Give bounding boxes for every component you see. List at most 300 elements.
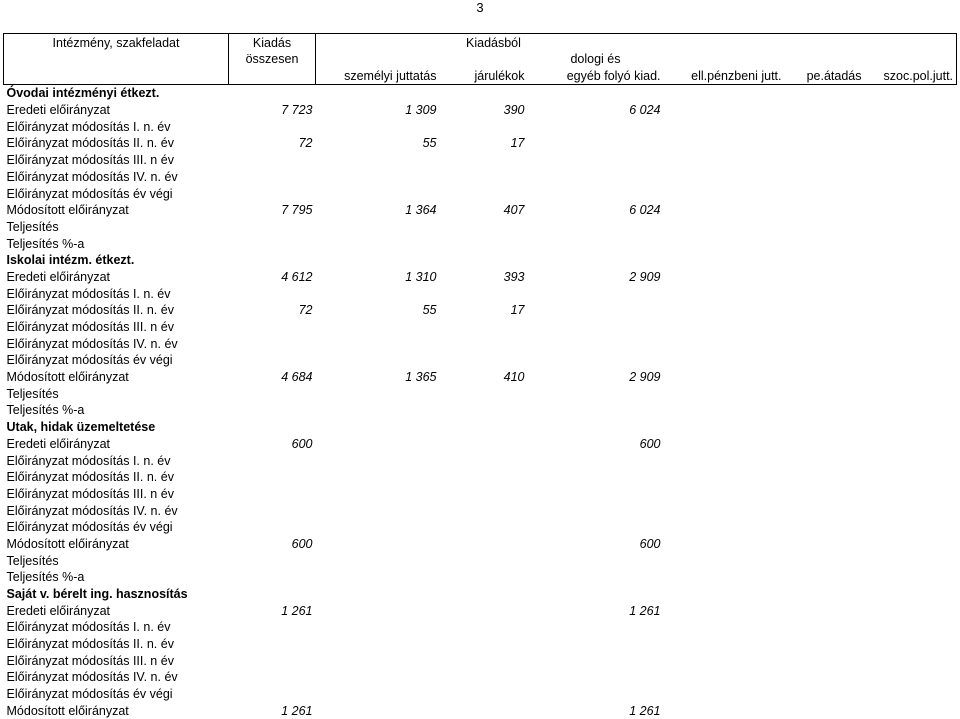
table-row [4,469,957,486]
section-title-row [4,419,957,436]
cell-szocpol [865,602,957,619]
header-jarulekok: járulékok [440,67,528,84]
row-label: Módosított előirányzat [4,536,229,553]
table-row [4,436,957,453]
header-ellpenz: ell.pénzbeni jutt. [664,67,785,84]
table-row [4,185,957,202]
cell-osszesen [229,402,316,419]
row-label: Előirányzat módosítás év végi [4,519,229,536]
cell-dologi [528,118,664,135]
table-row [4,602,957,619]
cell-ellpenz [664,452,785,469]
cell-szemelyi [316,169,440,186]
cell-ellpenz [664,235,785,252]
row-label: Teljesítés [4,219,229,236]
cell-szocpol [865,519,957,536]
table-row [4,703,957,719]
cell-jarulekok [440,219,528,236]
cell-osszesen [229,118,316,135]
row-label: Előirányzat módosítás III. n év [4,486,229,503]
cell-szemelyi [316,486,440,503]
cell-szemelyi [316,686,440,703]
cell-peatadas [785,519,865,536]
cell-osszesen: 7 795 [229,202,316,219]
cell-jarulekok [440,235,528,252]
cell-szocpol [865,102,957,119]
cell-osszesen: 7 723 [229,102,316,119]
cell-ellpenz [664,436,785,453]
cell-peatadas [785,118,865,135]
cell-peatadas [785,269,865,286]
table-row [4,569,957,586]
cell-peatadas [785,619,865,636]
table-row [4,302,957,319]
table-row [4,269,957,286]
cell-ellpenz [664,502,785,519]
header-spacer [865,51,957,68]
cell-szocpol [865,385,957,402]
row-label: Előirányzat módosítás I. n. év [4,452,229,469]
row-label: Előirányzat módosítás III. n év [4,652,229,669]
header-spacer [4,51,229,68]
table-row [4,152,957,169]
cell-jarulekok [440,319,528,336]
section-title: Saját v. bérelt ing. hasznosítás [4,586,957,603]
cell-dologi [528,219,664,236]
cell-peatadas [785,152,865,169]
row-label: Előirányzat módosítás IV. n. év [4,669,229,686]
cell-jarulekok [440,636,528,653]
cell-ellpenz [664,536,785,553]
cell-szemelyi [316,652,440,669]
table-row [4,519,957,536]
cell-peatadas [785,102,865,119]
row-label: Módosított előirányzat [4,202,229,219]
cell-osszesen [229,552,316,569]
cell-osszesen [229,169,316,186]
table-row [4,385,957,402]
cell-osszesen [229,486,316,503]
cell-dologi: 600 [528,536,664,553]
cell-dologi [528,686,664,703]
cell-szemelyi: 55 [316,135,440,152]
cell-ellpenz [664,202,785,219]
cell-szocpol [865,169,957,186]
cell-szocpol [865,486,957,503]
cell-szocpol [865,452,957,469]
cell-szocpol [865,369,957,386]
cell-ellpenz [664,118,785,135]
cell-osszesen [229,319,316,336]
cell-peatadas [785,469,865,486]
cell-peatadas [785,385,865,402]
cell-jarulekok: 17 [440,302,528,319]
cell-szocpol [865,536,957,553]
cell-jarulekok [440,152,528,169]
row-label: Eredeti előirányzat [4,269,229,286]
cell-jarulekok [440,519,528,536]
cell-szemelyi [316,636,440,653]
cell-osszesen: 4 684 [229,369,316,386]
cell-jarulekok [440,436,528,453]
cell-jarulekok: 410 [440,369,528,386]
cell-dologi [528,669,664,686]
cell-jarulekok [440,602,528,619]
cell-szocpol [865,235,957,252]
cell-osszesen [229,669,316,686]
section-title-row [4,85,957,102]
section-title: Iskolai intézm. étkezt. [4,252,957,269]
cell-jarulekok: 17 [440,135,528,152]
cell-szocpol [865,219,957,236]
cell-peatadas [785,169,865,186]
cell-ellpenz [664,135,785,152]
cell-osszesen [229,219,316,236]
cell-dologi: 6 024 [528,102,664,119]
row-label: Módosított előirányzat [4,369,229,386]
cell-szocpol [865,669,957,686]
cell-peatadas [785,335,865,352]
row-label: Előirányzat módosítás II. n. év [4,636,229,653]
cell-szemelyi: 1 365 [316,369,440,386]
cell-jarulekok [440,619,528,636]
table-row [4,285,957,302]
cell-szocpol [865,436,957,453]
cell-dologi [528,235,664,252]
header-kiadas-line1: Kiadás [229,34,316,51]
cell-dologi [528,152,664,169]
cell-ellpenz [664,285,785,302]
cell-jarulekok [440,669,528,686]
cell-peatadas [785,652,865,669]
cell-peatadas [785,369,865,386]
cell-szocpol [865,269,957,286]
section-title-row [4,252,957,269]
table-row [4,686,957,703]
cell-szemelyi [316,152,440,169]
row-label: Előirányzat módosítás év végi [4,352,229,369]
cell-szemelyi [316,703,440,719]
cell-osszesen: 600 [229,536,316,553]
table-row [4,669,957,686]
row-label: Eredeti előirányzat [4,436,229,453]
cell-peatadas [785,235,865,252]
row-label: Módosított előirányzat [4,703,229,719]
cell-osszesen [229,619,316,636]
cell-osszesen: 1 261 [229,703,316,719]
cell-jarulekok [440,118,528,135]
table-body [4,85,957,719]
cell-dologi [528,185,664,202]
cell-peatadas [785,285,865,302]
header-peatadas: pe.átadás [785,67,865,84]
cell-osszesen [229,185,316,202]
cell-osszesen: 4 612 [229,269,316,286]
cell-szemelyi [316,602,440,619]
cell-ellpenz [664,335,785,352]
table-row [4,118,957,135]
cell-ellpenz [664,185,785,202]
header-kiadasbol: Kiadásból [316,34,957,51]
cell-peatadas [785,636,865,653]
cell-szocpol [865,152,957,169]
row-label: Előirányzat módosítás III. n év [4,319,229,336]
cell-osszesen [229,285,316,302]
cell-szemelyi [316,502,440,519]
cell-jarulekok [440,285,528,302]
cell-jarulekok [440,352,528,369]
section-title: Utak, hidak üzemeltetése [4,419,957,436]
row-label: Teljesítés [4,385,229,402]
cell-peatadas [785,402,865,419]
table-row [4,235,957,252]
cell-ellpenz [664,703,785,719]
cell-dologi [528,169,664,186]
cell-osszesen [229,636,316,653]
cell-ellpenz [664,385,785,402]
cell-ellpenz [664,636,785,653]
cell-ellpenz [664,569,785,586]
cell-dologi: 2 909 [528,269,664,286]
cell-peatadas [785,302,865,319]
cell-dologi: 1 261 [528,703,664,719]
cell-jarulekok [440,402,528,419]
cell-dologi [528,302,664,319]
cell-dologi [528,652,664,669]
cell-jarulekok: 393 [440,269,528,286]
cell-szemelyi [316,452,440,469]
cell-szocpol [865,135,957,152]
cell-osszesen: 72 [229,135,316,152]
cell-szocpol [865,118,957,135]
cell-szocpol [865,703,957,719]
header-szemelyi: személyi juttatás [316,67,440,84]
cell-szocpol [865,352,957,369]
cell-szocpol [865,619,957,636]
table-row [4,102,957,119]
cell-szemelyi [316,352,440,369]
header-dologi: egyéb folyó kiad. [528,67,664,84]
cell-szemelyi: 55 [316,302,440,319]
cell-peatadas [785,486,865,503]
row-label: Előirányzat módosítás I. n. év [4,118,229,135]
cell-osszesen: 72 [229,302,316,319]
table-row [4,636,957,653]
row-label: Előirányzat módosítás III. n év [4,152,229,169]
cell-ellpenz [664,669,785,686]
cell-szemelyi [316,319,440,336]
cell-ellpenz [664,169,785,186]
cell-jarulekok [440,335,528,352]
cell-szemelyi [316,219,440,236]
cell-ellpenz [664,102,785,119]
cell-ellpenz [664,152,785,169]
cell-osszesen: 600 [229,436,316,453]
cell-peatadas [785,552,865,569]
cell-jarulekok [440,486,528,503]
cell-ellpenz [664,519,785,536]
cell-dologi: 600 [528,436,664,453]
table-row [4,319,957,336]
cell-osszesen [229,452,316,469]
row-label: Eredeti előirányzat [4,102,229,119]
cell-jarulekok [440,552,528,569]
cell-dologi [528,569,664,586]
cell-jarulekok [440,686,528,703]
cell-szemelyi [316,185,440,202]
cell-peatadas [785,202,865,219]
cell-ellpenz [664,619,785,636]
cell-szemelyi: 1 310 [316,269,440,286]
cell-peatadas [785,669,865,686]
header-spacer [316,51,440,68]
section-title-row [4,586,957,603]
cell-peatadas [785,686,865,703]
cell-osszesen [229,686,316,703]
row-label: Előirányzat módosítás I. n. év [4,619,229,636]
table-row [4,536,957,553]
section-title: Óvodai intézményi étkezt. [4,85,957,102]
cell-szemelyi [316,552,440,569]
cell-ellpenz [664,552,785,569]
cell-ellpenz [664,402,785,419]
row-label: Teljesítés [4,552,229,569]
cell-szemelyi [316,619,440,636]
cell-szocpol [865,686,957,703]
cell-peatadas [785,185,865,202]
table-row [4,369,957,386]
cell-dologi [528,452,664,469]
cell-szemelyi: 1 309 [316,102,440,119]
header-spacer [440,51,528,68]
cell-szemelyi [316,436,440,453]
header-spacer [4,67,229,84]
cell-osszesen [229,235,316,252]
cell-ellpenz [664,652,785,669]
table-row [4,619,957,636]
cell-osszesen [229,385,316,402]
cell-szemelyi [316,402,440,419]
cell-jarulekok [440,185,528,202]
cell-szocpol [865,569,957,586]
cell-jarulekok [440,703,528,719]
cell-peatadas [785,502,865,519]
cell-szocpol [865,552,957,569]
cell-ellpenz [664,602,785,619]
header-spacer [229,67,316,84]
cell-ellpenz [664,302,785,319]
row-label: Teljesítés %-a [4,569,229,586]
cell-dologi [528,385,664,402]
cell-szocpol [865,319,957,336]
cell-ellpenz [664,486,785,503]
cell-osszesen [229,519,316,536]
cell-ellpenz [664,319,785,336]
cell-dologi [528,552,664,569]
cell-szemelyi [316,536,440,553]
cell-osszesen [229,569,316,586]
cell-peatadas [785,436,865,453]
cell-jarulekok [440,652,528,669]
cell-szocpol [865,185,957,202]
cell-jarulekok [440,469,528,486]
cell-peatadas [785,703,865,719]
cell-jarulekok: 390 [440,102,528,119]
cell-peatadas [785,452,865,469]
cell-osszesen: 1 261 [229,602,316,619]
cell-jarulekok [440,169,528,186]
table-row [4,335,957,352]
cell-szemelyi [316,519,440,536]
cell-dologi [528,469,664,486]
cell-szocpol [865,469,957,486]
cell-ellpenz [664,219,785,236]
cell-dologi [528,486,664,503]
cell-jarulekok [440,452,528,469]
table-row [4,486,957,503]
row-label: Teljesítés %-a [4,235,229,252]
cell-ellpenz [664,469,785,486]
cell-szocpol [865,502,957,519]
table-row [4,135,957,152]
cell-osszesen [229,352,316,369]
row-label: Teljesítés %-a [4,402,229,419]
header-dologi-line1: dologi és [528,51,664,68]
cell-szemelyi [316,235,440,252]
row-label: Előirányzat módosítás II. n. év [4,302,229,319]
row-label: Előirányzat módosítás II. n. év [4,469,229,486]
cell-osszesen [229,469,316,486]
cell-szemelyi [316,569,440,586]
page-number: 3 [471,0,489,16]
cell-jarulekok [440,569,528,586]
cell-szocpol [865,402,957,419]
cell-peatadas [785,352,865,369]
header-kiadas-line2: összesen [229,51,316,68]
cell-ellpenz [664,686,785,703]
cell-peatadas [785,536,865,553]
cell-dologi [528,285,664,302]
cell-dologi [528,135,664,152]
cell-szocpol [865,285,957,302]
cell-peatadas [785,219,865,236]
cell-osszesen [229,335,316,352]
cell-peatadas [785,602,865,619]
cell-ellpenz [664,269,785,286]
budget-table [3,33,957,719]
row-label: Előirányzat módosítás II. n. év [4,135,229,152]
table-row [4,202,957,219]
cell-dologi [528,402,664,419]
cell-dologi [528,352,664,369]
cell-dologi: 2 909 [528,369,664,386]
cell-szemelyi [316,669,440,686]
row-label: Előirányzat módosítás IV. n. év [4,335,229,352]
cell-jarulekok [440,502,528,519]
header-intezmeny: Intézmény, szakfeladat [4,34,229,51]
cell-dologi: 6 024 [528,202,664,219]
table-row [4,452,957,469]
table-row [4,169,957,186]
row-label: Előirányzat módosítás év végi [4,185,229,202]
cell-szocpol [865,636,957,653]
cell-jarulekok [440,385,528,402]
cell-peatadas [785,569,865,586]
cell-szemelyi [316,469,440,486]
cell-ellpenz [664,352,785,369]
row-label: Eredeti előirányzat [4,602,229,619]
cell-osszesen [229,152,316,169]
